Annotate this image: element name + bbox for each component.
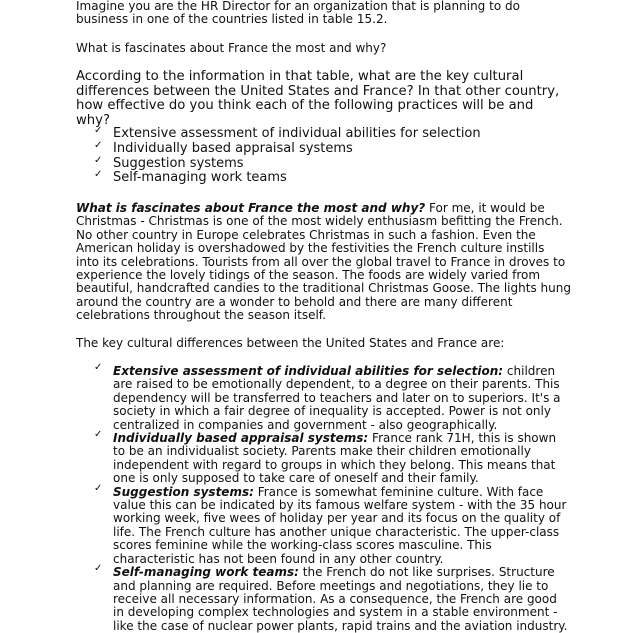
list-item [94, 127, 481, 142]
difference-text: children are raised to be emotionally dependent, to a degree on their parents. This dependency will be transferred to teachers and later on to superiors. It's a society in which a fair degree of inequality is accepted. Power is not only centralized in companies and government - also geographically. [113, 364, 561, 432]
check-icon: ✓ [94, 125, 103, 136]
practices-list [94, 127, 481, 186]
check-icon: ✓ [94, 563, 103, 575]
difference-term: Self-managing work teams: [113, 565, 299, 580]
difference-text: France is somewhat feminine culture. With face value this can be indicated by its famous welfare system - with the 35 hour working week, five wees of holiday per year and its focus on the quality of life. The French culture has another unique characteristic. The upper-class scores feminine while the working-class scores masculine. This characteristic has not been found in any other country. [113, 484, 567, 566]
practice-label: Self-managing work teams [113, 170, 287, 186]
answer-text: For me, it would be Christmas - Christmas is one of the most widely enthusiasm befitting the French. No other country in Europe celebrates Christmas in such a fashion. Even the American holiday is overshadowed by the festivities the French culture instills into its celebrations. Tourists from all over the global travel to France in droves to experience the lovely tidings of the season. The foods are widely varied from beautiful, handcrafted candies to the traditional Christmas Goose. The lights hung around the country are a wonder to behold and there are many different celebrations throughout the season itself. [76, 201, 571, 323]
difference-term: Individually based appraisal systems: [113, 431, 369, 446]
check-icon: ✓ [94, 429, 103, 441]
intro-paragraph: Imagine you are the HR Director for an organization that is planning to do business in one of the countries listed in table 15.2. [76, 0, 520, 27]
check-icon: ✓ [94, 482, 103, 494]
list-item [94, 154, 481, 172]
question-paragraph: What is fascinates about France the most and why? [76, 41, 387, 55]
difference-text: France rank 71H, this is shown to be an individualist society. Parents make their children emotionally independent with regard to groups in which they belong. This means that one is only supposed to take care of oneself and their family. [113, 431, 557, 486]
check-icon: ✓ [94, 169, 103, 181]
list-item [94, 362, 569, 432]
differences-intro: The key cultural differences between the United States and France are: [76, 336, 505, 350]
list-item [94, 171, 481, 186]
difference-term: Extensive assessment of individual abilities for selection: [113, 364, 504, 378]
check-icon: ✓ [94, 139, 103, 151]
practice-label: Suggestion systems [113, 155, 244, 171]
list-item [94, 429, 569, 486]
differences-list [94, 362, 569, 633]
check-icon: ✓ [94, 362, 103, 373]
list-item [94, 139, 481, 157]
check-icon: ✓ [94, 154, 103, 166]
prompt-paragraph: According to the information in that table, what are the key cultural differences between the United States and France? In that other country, how effective do you think each of the following practices will be and why? [76, 69, 560, 129]
difference-term: Suggestion systems: [113, 484, 254, 499]
difference-text: the French do not like surprises. Structure and planning are required. Before meetings and negotiations, they lie to receive all necessary information. As a consequence, the French are good in developing complex technologies and system in a stable environment - like the case of nuclear power plants, rapid trains and the aviation industry. [113, 565, 568, 633]
practice-label: Individually based appraisal systems [113, 140, 353, 156]
answer-heading: What is fascinates about France the most and why? [76, 201, 426, 215]
answer-paragraph [76, 202, 571, 323]
list-item [94, 482, 569, 566]
list-item [94, 563, 569, 633]
practice-label: Extensive assessment of individual abilities for selection [113, 126, 481, 141]
